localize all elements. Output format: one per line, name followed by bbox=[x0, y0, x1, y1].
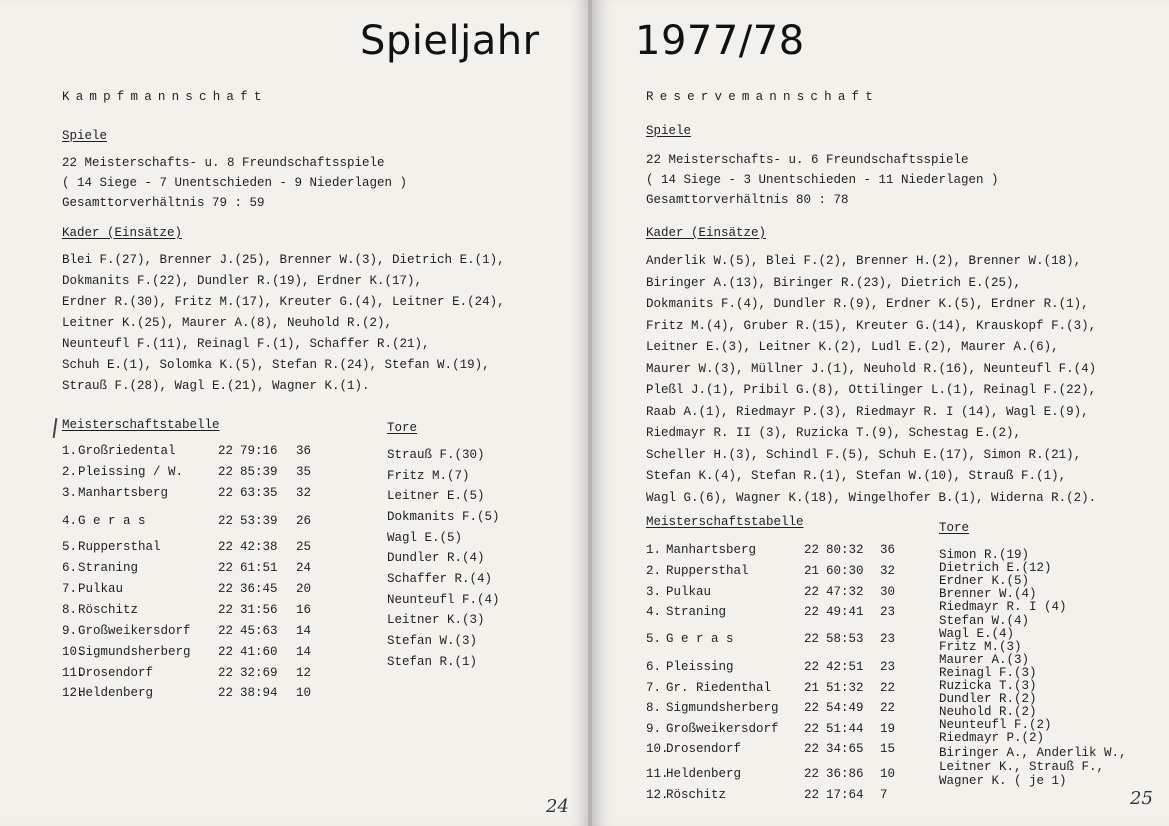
table-row bbox=[62, 561, 332, 581]
table-games: 22 bbox=[218, 540, 234, 554]
table-games: 22 bbox=[804, 701, 820, 715]
table-goals: 85:39 bbox=[240, 465, 278, 479]
left-spiele-heading: Spiele bbox=[62, 129, 108, 143]
table-rank: 9. bbox=[646, 722, 662, 736]
table-team: Pulkau bbox=[666, 585, 712, 599]
table-points: 23 bbox=[880, 632, 896, 646]
table-team: Heldenberg bbox=[666, 767, 742, 781]
table-row bbox=[646, 767, 926, 787]
scorer-entry: Fritz M.(3) bbox=[939, 640, 1022, 654]
scorer-entry: Riedmayr R. I (4) bbox=[939, 600, 1067, 614]
table-games: 22 bbox=[804, 660, 820, 674]
right-spiele-line: Gesamttorverhältnis 80 : 78 bbox=[646, 193, 849, 207]
table-rank: 2. bbox=[646, 564, 662, 578]
table-row bbox=[646, 543, 926, 563]
table-points: 23 bbox=[880, 605, 896, 619]
table-rank: 11. bbox=[62, 666, 85, 680]
table-games: 22 bbox=[218, 582, 234, 596]
scorer-entry: Wagner K. ( je 1) bbox=[939, 774, 1067, 788]
left-kader-line: Strauß F.(28), Wagl E.(21), Wagner K.(1). bbox=[62, 379, 370, 393]
right-kader-line: Biringer A.(13), Biringer R.(23), Dietrich E.(25), bbox=[646, 275, 1022, 290]
table-rank: 1. bbox=[646, 543, 662, 557]
table-team: Großriedental bbox=[78, 444, 176, 458]
table-row bbox=[62, 444, 332, 464]
table-rank: 5. bbox=[646, 632, 662, 646]
right-kader-line: Fritz M.(4), Gruber R.(15), Kreuter G.(14), Krauskopf F.(3), bbox=[646, 318, 1097, 333]
right-kader-line: Stefan K.(4), Stefan R.(1), Stefan W.(10), Strauß F.(1), bbox=[646, 469, 1067, 483]
table-row bbox=[62, 645, 332, 665]
scorer-entry: Dundler R.(4) bbox=[387, 551, 485, 565]
table-games: 22 bbox=[218, 686, 234, 700]
table-goals: 60:30 bbox=[826, 564, 864, 578]
table-games: 22 bbox=[804, 788, 820, 802]
table-rank: 3. bbox=[62, 486, 78, 500]
table-points: 10 bbox=[880, 767, 896, 781]
left-spiele-block bbox=[62, 153, 407, 213]
table-games: 21 bbox=[804, 681, 820, 695]
table-points: 36 bbox=[296, 444, 312, 458]
table-games: 22 bbox=[804, 767, 820, 781]
table-points: 16 bbox=[296, 603, 312, 617]
table-team: Pleissing bbox=[666, 660, 734, 674]
scorer-entry: Dietrich E.(12) bbox=[939, 561, 1052, 575]
table-team: Heldenberg bbox=[78, 686, 154, 700]
table-goals: 54:49 bbox=[826, 701, 864, 715]
scorer-entry: Neunteufl F.(2) bbox=[939, 718, 1052, 732]
table-row bbox=[646, 701, 926, 721]
table-rank: 7. bbox=[646, 681, 662, 695]
left-kader-block bbox=[62, 250, 505, 397]
right-page bbox=[592, 0, 1169, 826]
right-page-number: 25 bbox=[1130, 788, 1153, 809]
table-points: 20 bbox=[296, 582, 312, 596]
table-row bbox=[62, 465, 332, 485]
table-row bbox=[646, 722, 926, 742]
table-row bbox=[646, 742, 926, 762]
table-row bbox=[62, 686, 332, 706]
left-kader-line: Blei F.(27), Brenner J.(25), Brenner W.(3), Dietrich E.(1), bbox=[62, 253, 505, 267]
table-games: 22 bbox=[218, 666, 234, 680]
table-games: 22 bbox=[218, 561, 234, 575]
table-team: Straning bbox=[666, 605, 727, 619]
table-goals: 49:41 bbox=[826, 605, 864, 619]
table-rank: 4. bbox=[646, 605, 662, 619]
scorer-entry: Maurer A.(3) bbox=[939, 653, 1030, 667]
table-points: 10 bbox=[296, 686, 312, 700]
scorer-entry: Reinagl F.(3) bbox=[939, 666, 1037, 680]
table-games: 22 bbox=[218, 624, 234, 638]
right-kader-line: Dokmanits F.(4), Dundler R.(9), Erdner K.(5), Erdner R.(1), bbox=[646, 297, 1089, 311]
table-points: 26 bbox=[296, 514, 312, 528]
table-row bbox=[646, 660, 926, 680]
table-rank: 5. bbox=[62, 540, 78, 554]
scorer-entry: Brenner W.(4) bbox=[939, 587, 1037, 601]
table-team: Drosendorf bbox=[78, 666, 154, 680]
right-team-name: Reservemannschaft bbox=[646, 90, 879, 104]
table-rank: 10. bbox=[62, 645, 85, 659]
left-kader-heading: Kader (Einsätze) bbox=[62, 226, 183, 240]
scorer-entry: Neunteufl F.(4) bbox=[387, 593, 500, 607]
table-games: 22 bbox=[804, 585, 820, 599]
right-tore-heading: Tore bbox=[939, 521, 970, 535]
table-rank: 2. bbox=[62, 465, 78, 479]
table-goals: 36:86 bbox=[826, 767, 864, 781]
left-kader-line: Leitner K.(25), Maurer A.(8), Neuhold R.(2), bbox=[62, 316, 393, 330]
table-goals: 34:65 bbox=[826, 742, 864, 756]
right-spiele-line: 22 Meisterschafts- u. 6 Freundschaftsspiele bbox=[646, 153, 969, 167]
table-games: 22 bbox=[804, 632, 820, 646]
table-points: 7 bbox=[880, 788, 888, 802]
table-points: 22 bbox=[880, 701, 896, 715]
left-spiele-line: Gesamttorverhältnis 79 : 59 bbox=[62, 196, 265, 210]
table-games: 22 bbox=[218, 486, 234, 500]
table-goals: 41:60 bbox=[240, 645, 278, 659]
table-team: Großweikersdorf bbox=[666, 722, 779, 736]
table-row bbox=[62, 486, 332, 506]
table-goals: 58:53 bbox=[826, 632, 864, 646]
table-row bbox=[62, 603, 332, 623]
table-games: 22 bbox=[804, 742, 820, 756]
table-rank: 9. bbox=[62, 624, 78, 638]
table-team: Ruppersthal bbox=[78, 540, 161, 554]
scorer-entry: Schaffer R.(4) bbox=[387, 572, 493, 586]
right-spiele-heading: Spiele bbox=[646, 124, 692, 138]
scorer-entry: Wagl E.(5) bbox=[387, 531, 463, 545]
table-goals: 51:32 bbox=[826, 681, 864, 695]
table-points: 12 bbox=[296, 666, 312, 680]
scorer-entry: Simon R.(19) bbox=[939, 548, 1030, 562]
table-row bbox=[62, 666, 332, 686]
left-team-name: Kampfmannschaft bbox=[62, 90, 268, 104]
table-goals: 32:69 bbox=[240, 666, 278, 680]
table-goals: 51:44 bbox=[826, 722, 864, 736]
right-kader-line: Anderlik W.(5), Blei F.(2), Brenner H.(2), Brenner W.(18), bbox=[646, 254, 1082, 268]
margin-bracket-mark bbox=[53, 418, 58, 438]
right-kader-line: Pleßl J.(1), Pribil G.(8), Ottilinger L.(1), Reinagl F.(22), bbox=[646, 383, 1097, 397]
scorer-entry: Neuhold R.(2) bbox=[939, 705, 1037, 719]
table-team: Röschitz bbox=[78, 603, 139, 617]
table-points: 22 bbox=[880, 681, 896, 695]
table-team: Großweikersdorf bbox=[78, 624, 191, 638]
right-spiele-line: ( 14 Siege - 3 Unentschieden - 11 Niederlagen ) bbox=[646, 173, 999, 187]
table-rank: 10. bbox=[646, 742, 669, 756]
table-row bbox=[62, 624, 332, 644]
table-points: 32 bbox=[296, 486, 312, 500]
table-team: G e r a s bbox=[666, 632, 734, 646]
left-kader-line: Neunteufl F.(11), Reinagl F.(1), Schaffer R.(21), bbox=[62, 337, 430, 351]
scorer-entry: Leitner K.(3) bbox=[387, 613, 485, 627]
table-team: Straning bbox=[78, 561, 139, 575]
table-goals: 79:16 bbox=[240, 444, 278, 458]
right-kader-line: Leitner E.(3), Leitner K.(2), Ludl E.(2), Maurer A.(6), bbox=[646, 340, 1059, 354]
table-row bbox=[646, 681, 926, 701]
table-goals: 38:94 bbox=[240, 686, 278, 700]
table-points: 19 bbox=[880, 722, 896, 736]
left-kader-line: Schuh E.(1), Solomka K.(5), Stefan R.(24), Stefan W.(19), bbox=[62, 358, 490, 372]
table-goals: 80:32 bbox=[826, 543, 864, 557]
table-team: Pleissing / W. bbox=[78, 465, 184, 479]
table-team: G e r a s bbox=[78, 514, 146, 528]
table-points: 14 bbox=[296, 645, 312, 659]
table-points: 15 bbox=[880, 742, 896, 756]
table-games: 22 bbox=[218, 514, 234, 528]
table-goals: 45:63 bbox=[240, 624, 278, 638]
right-kader-line: Wagl G.(6), Wagner K.(18), Wingelhofer B.(1), Widerna R.(2). bbox=[646, 490, 1097, 505]
table-row bbox=[62, 514, 332, 534]
table-rank: 1. bbox=[62, 444, 78, 458]
table-games: 22 bbox=[218, 444, 234, 458]
left-kader-line: Erdner R.(30), Fritz M.(17), Kreuter G.(4), Leitner E.(24), bbox=[62, 295, 505, 309]
table-row bbox=[646, 632, 926, 652]
table-team: Gr. Riedenthal bbox=[666, 681, 772, 695]
table-row bbox=[62, 540, 332, 560]
table-points: 23 bbox=[880, 660, 896, 674]
table-rank: 7. bbox=[62, 582, 78, 596]
scorer-entry: Leitner K., Strauß F., bbox=[939, 760, 1105, 774]
left-spiele-line: ( 14 Siege - 7 Unentschieden - 9 Niederlagen ) bbox=[62, 176, 408, 190]
table-points: 32 bbox=[880, 564, 896, 578]
table-team: Pulkau bbox=[78, 582, 124, 596]
table-row bbox=[646, 564, 926, 584]
scorer-entry: Stefan W.(3) bbox=[387, 634, 478, 648]
table-rank: 8. bbox=[646, 701, 662, 715]
table-rank: 8. bbox=[62, 603, 78, 617]
right-page-title: 1977/78 bbox=[635, 18, 805, 64]
table-rank: 6. bbox=[62, 561, 78, 575]
table-games: 22 bbox=[218, 645, 234, 659]
table-points: 25 bbox=[296, 540, 312, 554]
table-team: Ruppersthal bbox=[666, 564, 749, 578]
scorer-entry: Dokmanits F.(5) bbox=[387, 510, 500, 524]
table-row bbox=[646, 788, 926, 808]
table-goals: 53:39 bbox=[240, 514, 278, 528]
right-kader-line: Maurer W.(3), Müllner J.(1), Neuhold R.(16), Neunteufl F.(4) bbox=[646, 361, 1097, 376]
table-goals: 61:51 bbox=[240, 561, 278, 575]
table-team: Sigmundsherberg bbox=[666, 701, 779, 715]
right-kader-block bbox=[646, 251, 1096, 509]
table-points: 24 bbox=[296, 561, 312, 575]
table-games: 21 bbox=[804, 564, 820, 578]
table-games: 22 bbox=[804, 605, 820, 619]
table-team: Röschitz bbox=[666, 788, 727, 802]
table-rank: 3. bbox=[646, 585, 662, 599]
table-rank: 11. bbox=[646, 767, 669, 781]
scorer-entry: Ruzicka T.(3) bbox=[939, 679, 1037, 693]
table-goals: 42:51 bbox=[826, 660, 864, 674]
scorer-entry: Stefan W.(4) bbox=[939, 614, 1030, 628]
scorer-entry: Wagl E.(4) bbox=[939, 627, 1015, 641]
table-rank: 4. bbox=[62, 514, 78, 528]
table-goals: 63:35 bbox=[240, 486, 278, 500]
right-table-heading: Meisterschaftstabelle bbox=[646, 515, 804, 529]
table-points: 14 bbox=[296, 624, 312, 638]
right-kader-line: Raab A.(1), Riedmayr P.(3), Riedmayr R. I (14), Wagl E.(9), bbox=[646, 404, 1089, 419]
table-games: 22 bbox=[218, 465, 234, 479]
scorer-entry: Erdner K.(5) bbox=[939, 574, 1030, 588]
table-rank: 12. bbox=[646, 788, 669, 802]
table-team: Manhartsberg bbox=[78, 486, 169, 500]
table-goals: 17:64 bbox=[826, 788, 864, 802]
table-points: 35 bbox=[296, 465, 312, 479]
left-page-title: Spieljahr bbox=[360, 18, 540, 64]
left-tore-heading: Tore bbox=[387, 421, 418, 435]
table-team: Drosendorf bbox=[666, 742, 742, 756]
table-goals: 31:56 bbox=[240, 603, 278, 617]
table-team: Manhartsberg bbox=[666, 543, 757, 557]
right-kader-line: Riedmayr R. II (3), Ruzicka T.(9), Schestag E.(2), bbox=[646, 426, 1022, 440]
table-row bbox=[646, 585, 926, 605]
table-points: 36 bbox=[880, 543, 896, 557]
table-row bbox=[646, 605, 926, 625]
table-games: 22 bbox=[218, 603, 234, 617]
right-spiele-block bbox=[646, 150, 999, 210]
table-goals: 36:45 bbox=[240, 582, 278, 596]
left-spiele-line: 22 Meisterschafts- u. 8 Freundschaftsspiele bbox=[62, 156, 385, 170]
table-games: 22 bbox=[804, 543, 820, 557]
table-goals: 47:32 bbox=[826, 585, 864, 599]
scorer-entry: Riedmayr P.(2) bbox=[939, 731, 1045, 745]
left-kader-line: Dokmanits F.(22), Dundler R.(19), Erdner K.(17), bbox=[62, 274, 423, 288]
table-rank: 6. bbox=[646, 660, 662, 674]
right-kader-line: Scheller H.(3), Schindl F.(5), Schuh E.(17), Simon R.(21), bbox=[646, 447, 1082, 462]
table-row bbox=[62, 582, 332, 602]
scorer-entry: Biringer A., Anderlik W., bbox=[939, 746, 1127, 760]
table-goals: 42:38 bbox=[240, 540, 278, 554]
scorer-entry: Dundler R.(2) bbox=[939, 692, 1037, 706]
left-page-number: 24 bbox=[546, 796, 569, 817]
scorer-entry: Fritz M.(7) bbox=[387, 469, 470, 483]
table-games: 22 bbox=[804, 722, 820, 736]
table-points: 30 bbox=[880, 585, 896, 599]
left-table-heading: Meisterschaftstabelle bbox=[62, 418, 220, 432]
scorer-entry: Leitner E.(5) bbox=[387, 489, 485, 503]
scorer-entry: Strauß F.(30) bbox=[387, 448, 485, 462]
scorer-entry: Stefan R.(1) bbox=[387, 655, 478, 669]
table-rank: 12. bbox=[62, 686, 85, 700]
right-kader-heading: Kader (Einsätze) bbox=[646, 226, 767, 240]
table-team: Sigmundsherberg bbox=[78, 645, 191, 659]
